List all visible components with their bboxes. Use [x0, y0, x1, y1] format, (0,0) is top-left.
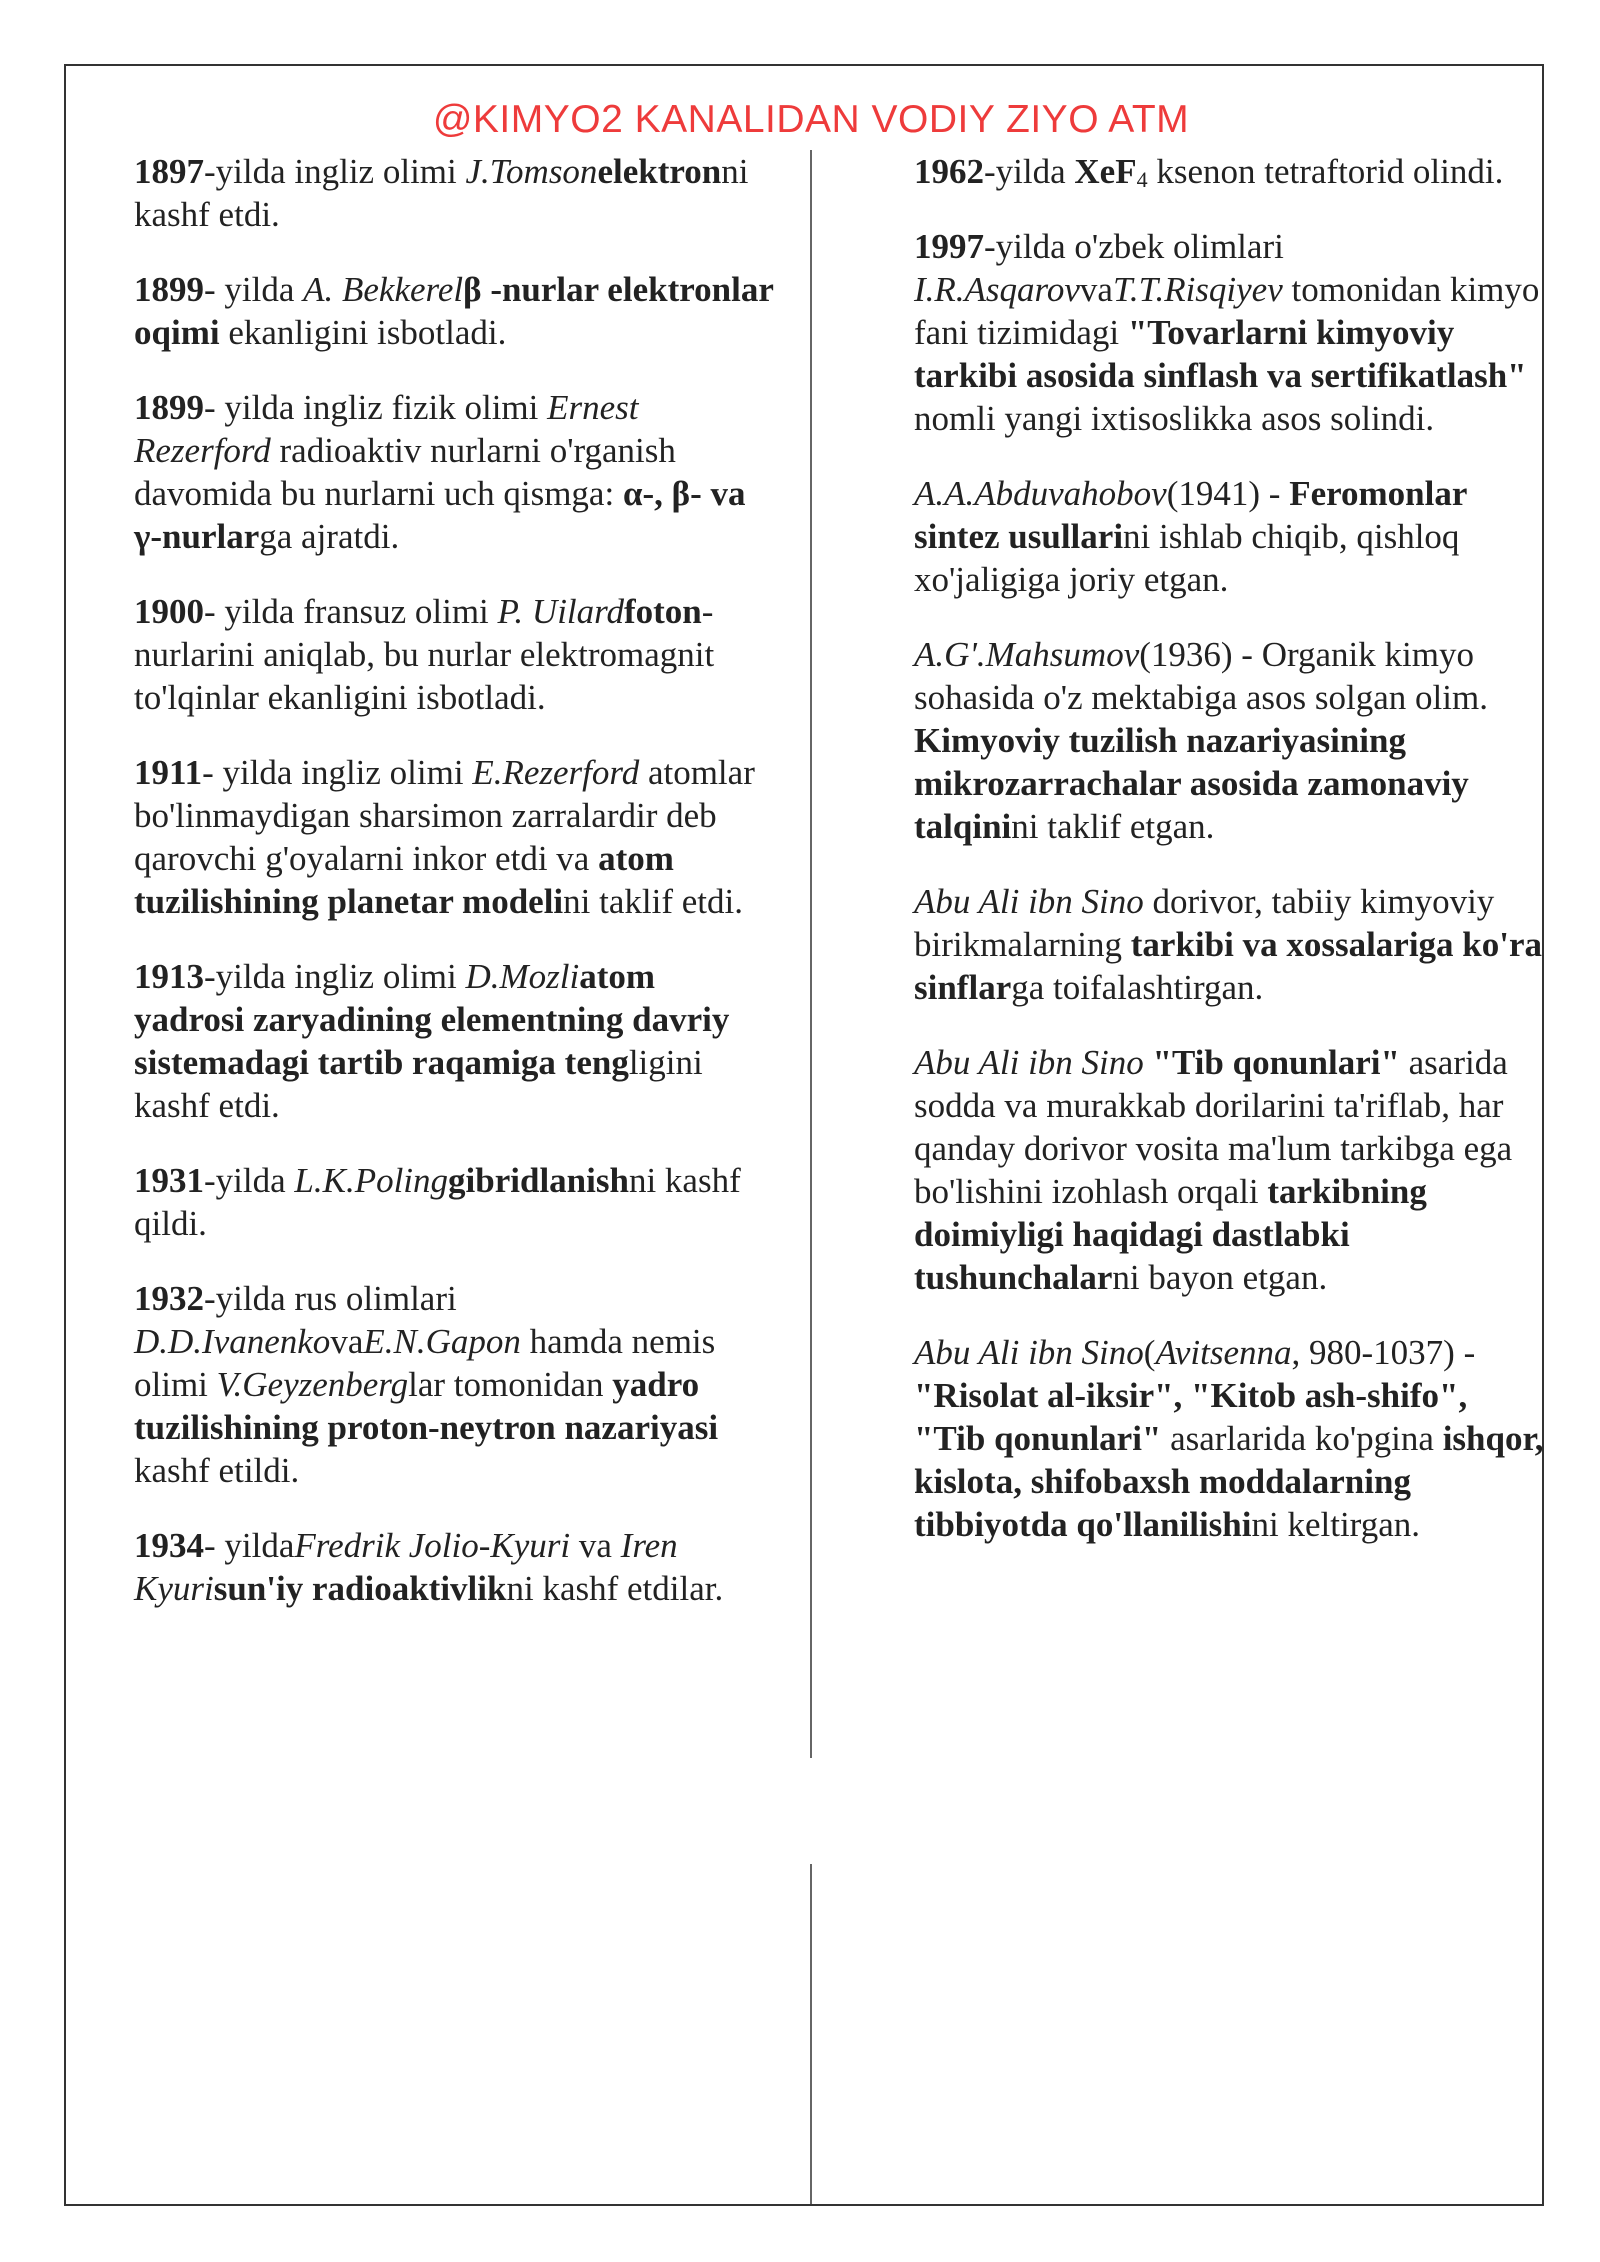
- history-entry: [134, 751, 774, 923]
- entry-text-segment: 1934: [134, 1526, 204, 1565]
- entry-text-segment: -yilda: [984, 152, 1075, 191]
- entry-text-segment: ekanligini isbotladi.: [219, 313, 507, 352]
- entry-text-segment: Abu Ali ibn Sino: [914, 882, 1144, 921]
- entry-text-segment: ga toifalashtirgan.: [1011, 968, 1264, 1007]
- entry-text-segment: , 980-1037) -: [1291, 1333, 1484, 1372]
- entry-text-segment: E.N.Gapon: [363, 1322, 521, 1361]
- entry-text-segment: A.G'.Mahsumov: [914, 635, 1140, 674]
- entry-text-segment: sun'iy radioaktivlik: [213, 1569, 507, 1608]
- history-entry: [134, 268, 774, 354]
- entry-text-segment: L.K.Poling: [294, 1161, 449, 1200]
- entry-text-segment: va: [1079, 270, 1113, 309]
- entry-text-segment: Iren Kyuri: [134, 1526, 678, 1608]
- entry-text-segment: ni taklif etdi.: [563, 882, 743, 921]
- history-entry: [134, 590, 774, 719]
- entry-text-segment: ni kashf etdilar.: [506, 1569, 724, 1608]
- entry-text-segment: Feromonlar sintez usullari: [914, 474, 1467, 556]
- entry-text-segment: atom tuzilishining planetar modeli: [134, 839, 674, 921]
- history-entry: [914, 472, 1544, 601]
- left-column: [134, 150, 774, 1642]
- history-entry: [134, 1159, 774, 1245]
- entry-text-segment: - yilda: [204, 270, 304, 309]
- entry-text-segment: V.Geyzenberg: [216, 1365, 409, 1404]
- page-title: @KIMYO2 KANALIDAN VODIY ZIYO ATM: [432, 98, 1190, 141]
- entry-text-segment: A. Bekkerel: [303, 270, 464, 309]
- entry-text-segment: 1897: [134, 152, 204, 191]
- entry-text-segment: Avitsenna: [1155, 1333, 1292, 1372]
- history-entry: [914, 880, 1544, 1009]
- entry-text-segment: lar tomonidan: [408, 1365, 613, 1404]
- entry-text-segment: tarkibning doimiyligi haqidagi dastlabki tushunchalar: [914, 1172, 1427, 1297]
- entry-text-segment: Ernest Rezerford: [134, 388, 639, 470]
- entry-text-segment: ni bayon etgan.: [1112, 1258, 1328, 1297]
- history-entry: [914, 633, 1544, 848]
- entry-text-segment: β -nurlar elektronlar oqimi: [134, 270, 774, 352]
- entry-text-segment: 1900: [134, 592, 204, 631]
- entry-text-segment: - yilda ingliz fizik olimi: [204, 388, 548, 427]
- entry-text-segment: 1932: [134, 1279, 204, 1318]
- entry-text-segment: 1962: [914, 152, 984, 191]
- entry-text-segment: A.A.Abduvahobov: [914, 474, 1167, 513]
- column-divider-top: [810, 150, 812, 1758]
- right-column: [914, 150, 1549, 1578]
- entry-text-segment: I.R.Asqarov: [914, 270, 1080, 309]
- entry-text-segment: Kimyoviy tuzilish nazariyasining mikrozarrachalar asosida zamonaviy talqini: [914, 721, 1469, 846]
- entry-text-segment: E.Rezerford: [472, 753, 640, 792]
- entry-text-segment: va: [570, 1526, 621, 1565]
- entry-text-segment: radioaktiv nurlarni o'rganish davomida bu nurlarni uch qismga:: [134, 431, 685, 513]
- entry-text-segment: -yilda ingliz olimi: [204, 957, 466, 996]
- history-entry: [914, 1041, 1544, 1299]
- entry-text-segment: - yilda fransuz olimi: [204, 592, 498, 631]
- entry-text-segment: 1913: [134, 957, 204, 996]
- entry-text-segment: T.T.Risqiyev: [1112, 270, 1283, 309]
- entry-text-segment: ni kashf etdi.: [134, 152, 758, 234]
- history-entry: [914, 225, 1549, 440]
- entry-text-segment: elektron: [597, 152, 722, 191]
- entry-text-segment: 1997: [914, 227, 984, 266]
- history-entry: [134, 955, 774, 1127]
- entry-text-segment: -nurlarini aniqlab, bu nurlar elektromagnit to'lqinlar ekanligini isbotladi.: [134, 592, 723, 717]
- entry-text-segment: 1911: [134, 753, 203, 792]
- entry-text-segment: D.Mozli: [465, 957, 580, 996]
- entry-text-segment: va: [330, 1322, 364, 1361]
- entry-text-segment: 1931: [134, 1161, 204, 1200]
- entry-text-segment: 4: [1136, 167, 1148, 192]
- entry-text-segment: Abu Ali ibn Sino: [914, 1333, 1144, 1372]
- entry-text-segment: ga ajratdi.: [259, 517, 400, 556]
- history-entry: [134, 386, 774, 558]
- entry-text-segment: tarkibi va xossalariga ko'ra sinflar: [914, 925, 1543, 1007]
- entry-text-segment: Abu Ali ibn Sino: [914, 1043, 1144, 1082]
- history-entry: [134, 1524, 774, 1610]
- entry-text-segment: ni kashf qildi.: [134, 1161, 750, 1243]
- history-entry: [914, 150, 1544, 193]
- entry-text-segment: 1899: [134, 270, 204, 309]
- entry-text-segment: ni keltirgan.: [1251, 1505, 1420, 1544]
- entry-text-segment: J.Tomson: [465, 152, 598, 191]
- entry-text-segment: ligini kashf etdi.: [134, 1043, 712, 1125]
- history-entry: [134, 1277, 774, 1492]
- entry-text-segment: P. Uilard: [497, 592, 624, 631]
- entry-text-segment: D.D.Ivanenko: [134, 1322, 331, 1361]
- entry-text-segment: Fredrik Jolio-Kyuri: [294, 1526, 571, 1565]
- entry-text-segment: ksenon tetraftorid olindi.: [1147, 152, 1504, 191]
- entry-text-segment: "Tovarlarni kimyoviy tarkibi asosida sinflash va sertifikatlash": [914, 313, 1527, 395]
- entry-text-segment: -yilda o'zbek olimlari: [984, 227, 1293, 266]
- entry-text-segment: foton: [623, 592, 702, 631]
- entry-text-segment: asarida sodda va murakkab dorilarini ta'riflab, har qanday dorivor vosita ma'lum tarkibga ega bo'lishini izohlash orqali: [914, 1043, 1521, 1211]
- entry-text-segment: atomlar bo'linmaydigan sharsimon zarralardir deb qarovchi g'oyalarni inkor etdi va: [134, 753, 764, 878]
- entry-text-segment: ni taklif etgan.: [1011, 807, 1215, 846]
- entry-text-segment: asarlarida ko'pgina: [1161, 1419, 1443, 1458]
- entry-text-segment: yadro tuzilishining proton-neytron nazariyasi: [134, 1365, 719, 1447]
- entry-text-segment: ni ishlab chiqib, qishloq xo'jaligiga joriy etgan.: [914, 517, 1469, 599]
- entry-text-segment: nomli yangi ixtisoslikka asos solindi.: [914, 356, 1536, 438]
- entry-text-segment: -yilda rus olimlari: [204, 1279, 466, 1318]
- entry-text-segment: (1936) - Organik kimyo sohasida o'z mektabiga asos solgan olim.: [914, 635, 1497, 717]
- entry-text-segment: gibridlanish: [448, 1161, 629, 1200]
- entry-text-segment: "Risolat al-iksir", "Kitob ash-shifo", "Tib qonunlari": [914, 1376, 1468, 1458]
- entry-text-segment: atom yadrosi zaryadining elementning davriy sistemadagi tartib raqamiga teng: [134, 957, 730, 1082]
- entry-text-segment: (: [1143, 1333, 1156, 1372]
- entry-text-segment: kashf etildi.: [134, 1408, 727, 1490]
- entry-text-segment: hamda nemis olimi: [134, 1322, 725, 1404]
- entry-text-segment: - yilda: [204, 1526, 295, 1565]
- entry-text-segment: dorivor, tabiiy kimyoviy birikmalarning: [914, 882, 1504, 964]
- entry-text-segment: (1941) -: [1166, 474, 1290, 513]
- entry-text-segment: ishqor, kislota, shifobaxsh moddalarning tibbiyotda qo'llanilishi: [914, 1419, 1544, 1544]
- entry-text-segment: "Tib qonunlari": [1152, 1043, 1400, 1082]
- entry-text-segment: α-, β- va γ-nurlar: [134, 474, 746, 556]
- entry-text-segment: -yilda ingliz olimi: [204, 152, 466, 191]
- entry-text-segment: -yilda: [204, 1161, 295, 1200]
- entry-text-segment: [1144, 1043, 1153, 1082]
- entry-text-segment: - yilda ingliz olimi: [202, 753, 473, 792]
- history-entry: [914, 1331, 1544, 1546]
- entry-text-segment: XeF: [1074, 152, 1137, 191]
- history-entry: [134, 150, 774, 236]
- entry-text-segment: 1899: [134, 388, 204, 427]
- column-divider-bottom: [810, 1864, 812, 2204]
- entry-text-segment: tomonidan kimyo fani tizimidagi: [914, 270, 1549, 352]
